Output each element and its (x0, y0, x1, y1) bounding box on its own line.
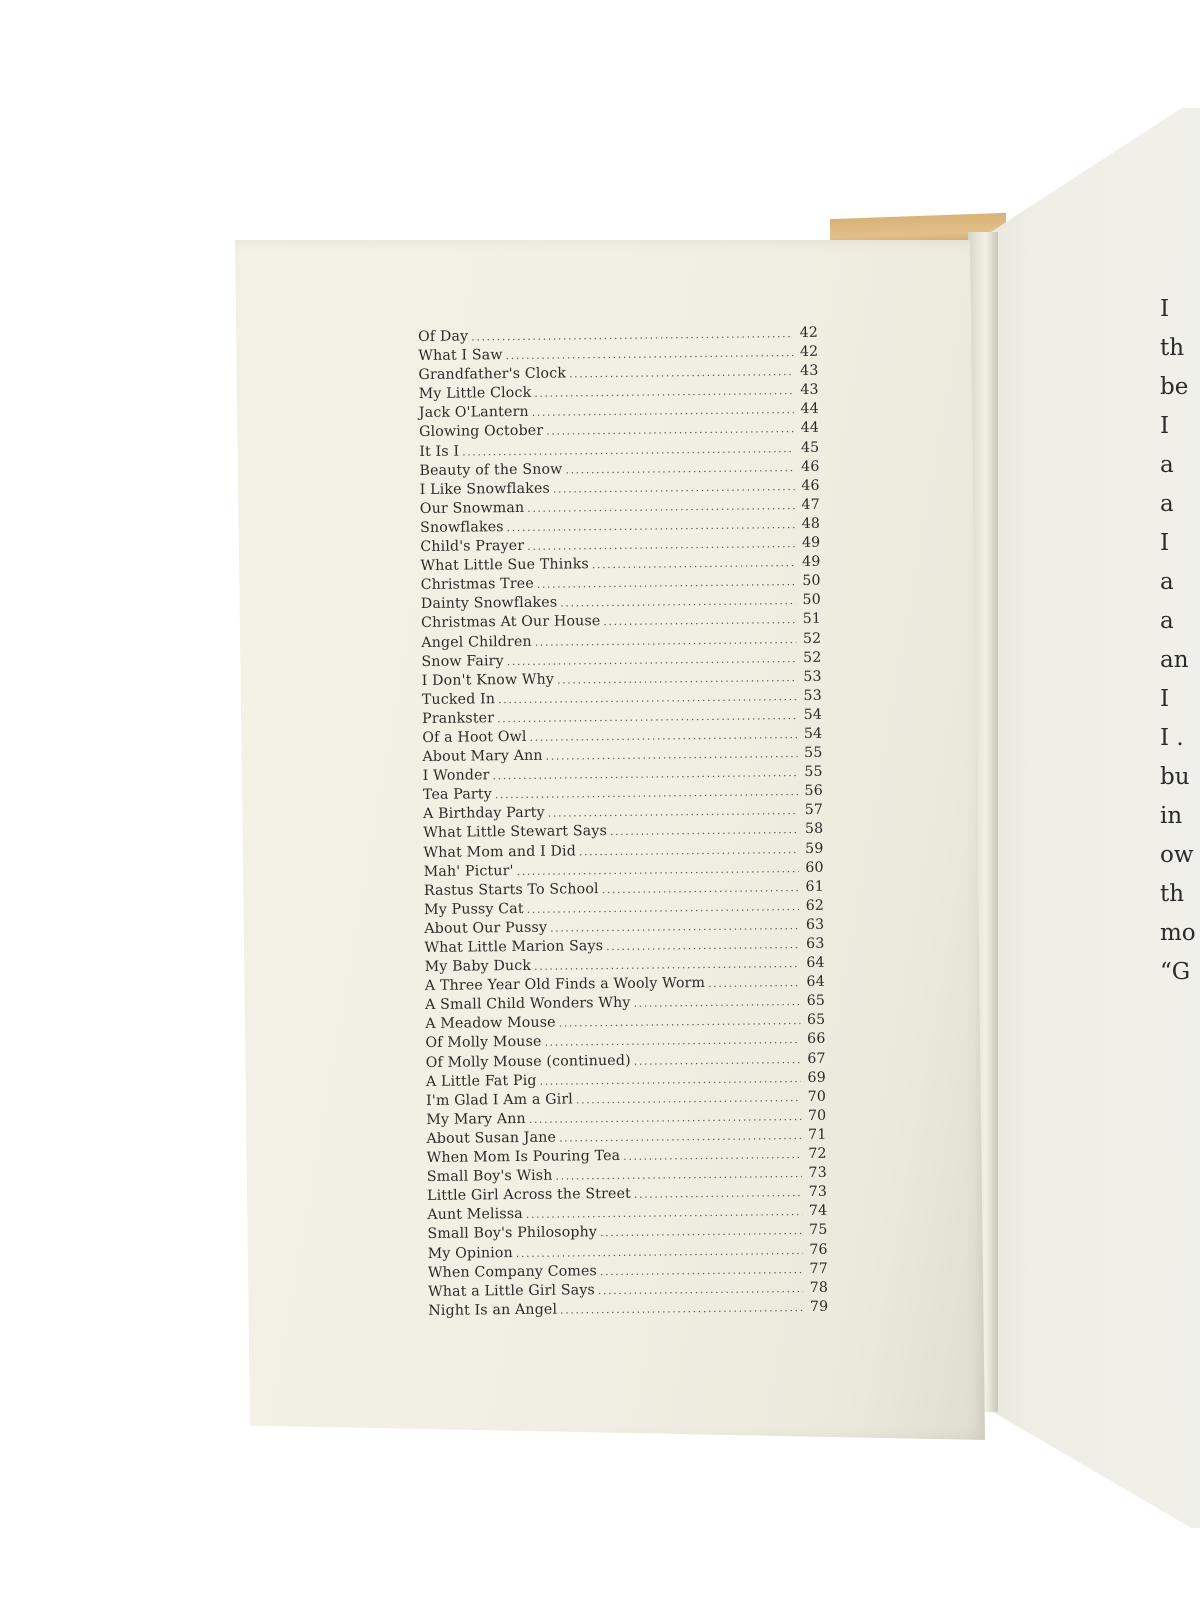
toc-entry-page: 63 (806, 935, 825, 952)
toc-entry-page: 55 (804, 744, 823, 762)
facing-page-line: I . (1160, 725, 1184, 751)
toc-entry-title: Tucked In (421, 690, 496, 708)
toc-entry-page: 44 (800, 420, 820, 437)
toc-entry-page: 53 (803, 668, 822, 685)
toc-entry-page: 69 (807, 1069, 826, 1086)
toc-entry-page: 65 (806, 993, 826, 1010)
toc-leader-dots (600, 1260, 803, 1281)
toc-entry-page: 52 (802, 630, 822, 647)
toc-entry-page: 47 (801, 496, 820, 513)
toc-entry-title: Of Day (418, 328, 469, 345)
toc-entry-page: 67 (807, 1050, 826, 1067)
toc-entry-title: I Don't Know Why (421, 671, 555, 689)
toc-entry-title: I'm Glad I Am a Girl (426, 1091, 574, 1109)
toc-entry-title: Of Molly Mouse (continued) (425, 1052, 631, 1071)
toc-leader-dots (560, 1298, 803, 1320)
toc-leader-dots (565, 458, 794, 479)
toc-entry-page: 59 (805, 840, 824, 857)
toc-entry-page: 70 (807, 1107, 827, 1124)
toc-entry-page: 65 (806, 1012, 826, 1029)
toc-leader-dots (598, 1279, 803, 1300)
toc-entry-page: 64 (806, 954, 825, 972)
toc-entry-title: Prankster (422, 710, 495, 727)
facing-page-line: a (1160, 608, 1174, 634)
toc-entry-page: 62 (805, 897, 825, 914)
toc-entry-title: When Company Comes (427, 1262, 598, 1281)
toc-entry-page: 49 (801, 534, 821, 552)
facing-page-line: a (1160, 569, 1174, 595)
toc-entry-title: About Susan Jane (426, 1129, 557, 1147)
table-of-contents (418, 324, 828, 1321)
toc-entry-page: 71 (808, 1126, 827, 1143)
toc-leader-dots (546, 744, 798, 766)
toc-entry-page: 42 (799, 343, 819, 361)
toc-leader-dots (550, 916, 799, 938)
toc-entry-title: A Little Fat Pig (425, 1072, 537, 1090)
facing-page-line: I (1160, 296, 1170, 322)
toc-entry-title: Beauty of the Snow (419, 461, 563, 479)
toc-entry-page: 53 (803, 687, 822, 704)
toc-entry-title: Christmas At Our House (421, 613, 601, 632)
toc-entry-title: Small Boy's Philosophy (427, 1224, 598, 1243)
toc-entry-title: About Mary Ann (422, 747, 543, 766)
toc-entry-title: A Small Child Wonders Why (425, 995, 631, 1014)
toc-entry-page: 45 (800, 439, 820, 456)
toc-entry-page: 43 (800, 362, 819, 380)
facing-page-line: I (1160, 686, 1170, 712)
toc-leader-dots (606, 935, 800, 956)
toc-entry-title: My Opinion (427, 1244, 513, 1262)
toc-entry-title: Mah' Pictur' (423, 862, 514, 880)
toc-entry-title: What Little Sue Thinks (420, 556, 589, 575)
facing-page-line: th (1160, 881, 1185, 907)
toc-entry-title: My Pussy Cat (424, 900, 524, 918)
toc-entry-page: 64 (806, 973, 825, 991)
toc-entry-title: I Like Snowflakes (419, 480, 550, 498)
toc-entry-title: Dainty Snowflakes (420, 594, 558, 613)
toc-leader-dots (634, 1183, 802, 1204)
toc-entry-title: Little Girl Across the Street (427, 1186, 632, 1205)
toc-entry-page: 44 (800, 401, 819, 418)
toc-entry-page: 50 (802, 573, 821, 590)
facing-page-line: I (1160, 530, 1170, 556)
toc-entry-title: A Meadow Mouse (425, 1014, 556, 1033)
toc-entry-page: 52 (803, 649, 822, 666)
toc-entry-title: Night Is an Angel (428, 1301, 558, 1319)
facing-page-line: in (1160, 803, 1183, 829)
toc-entry-page: 46 (801, 458, 820, 475)
facing-page-line: mo (1160, 920, 1196, 946)
toc-leader-dots (634, 1050, 801, 1071)
toc-entry-title: Glowing October (419, 423, 544, 441)
toc-entry-page: 61 (805, 878, 824, 895)
toc-entry-title: When Mom Is Pouring Tea (426, 1147, 621, 1166)
toc-entry-title: I Wonder (422, 767, 490, 785)
toc-leader-dots (602, 878, 799, 899)
toc-entry-title: Child's Prayer (420, 537, 525, 556)
toc-leader-dots (579, 840, 799, 861)
toc-entry-page: 57 (804, 802, 824, 819)
toc-entry-title: What Mom and I Did (423, 842, 576, 861)
facing-page-line: th (1160, 335, 1185, 361)
toc-entry-title: Rastus Starts To School (423, 880, 599, 899)
toc-entry-page: 77 (809, 1260, 828, 1277)
toc-entry-title: Aunt Melissa (427, 1206, 523, 1224)
toc-entry-page: 78 (809, 1279, 829, 1296)
toc-leader-dots (633, 992, 800, 1013)
toc-entry-title: Snow Fairy (421, 652, 504, 670)
toc-leader-dots (557, 668, 797, 690)
facing-page-text (1160, 290, 1196, 992)
toc-entry-title: What a Little Girl Says (428, 1281, 595, 1300)
toc-entry-title: Our Snowman (419, 499, 525, 517)
toc-entry-title: My Mary Ann (426, 1110, 526, 1128)
facing-page-line: I (1160, 413, 1170, 439)
toc-entry-title: It Is I (419, 443, 460, 460)
toc-leader-dots (623, 1145, 802, 1166)
toc-leader-dots (600, 1221, 803, 1242)
toc-leader-dots (603, 610, 796, 631)
toc-leader-dots (576, 1088, 801, 1109)
toc-entry-page: 46 (801, 477, 820, 494)
toc-entry-title: Jack O'Lantern (418, 404, 529, 422)
toc-entry-page: 72 (808, 1145, 827, 1162)
toc-entry-page: 74 (808, 1203, 828, 1220)
toc-leader-dots (592, 553, 796, 574)
toc-entry-title: Angel Children (421, 633, 532, 651)
toc-leader-dots (555, 1164, 802, 1186)
toc-entry-title: Snowflakes (420, 519, 504, 536)
facing-page-line: a (1160, 452, 1174, 478)
toc-entry-page: 73 (808, 1183, 828, 1201)
toc-leader-dots (546, 420, 794, 442)
toc-entry-title: What I Saw (418, 347, 503, 365)
toc-entry-page: 54 (803, 725, 823, 742)
toc-entry-page: 76 (809, 1241, 828, 1258)
toc-entry-title: Of Molly Mouse (425, 1034, 542, 1052)
toc-entry-page: 50 (802, 592, 821, 609)
toc-leader-dots (708, 973, 800, 993)
toc-leader-dots (559, 1126, 802, 1148)
toc-entry-page: 58 (804, 821, 824, 838)
toc-entry-title: Small Boy's Wish (426, 1167, 553, 1186)
toc-entry-title: What Little Marion Says (424, 938, 604, 956)
toc-entry-title: A Birthday Party (423, 805, 545, 823)
toc-entry-page: 51 (802, 611, 822, 628)
toc-entry-page: 42 (799, 324, 819, 342)
toc-entry-page: 55 (804, 763, 823, 781)
toc-entry-page: 70 (807, 1088, 827, 1105)
toc-entry-title: Grandfather's Clock (418, 365, 567, 384)
facing-page-line: “G (1160, 959, 1191, 985)
facing-page-line: be (1160, 374, 1189, 400)
facing-page-line: an (1160, 647, 1189, 673)
toc-entry-page: 60 (805, 859, 824, 876)
facing-page-line: ow (1160, 842, 1194, 868)
toc-entry-page: 79 (809, 1298, 829, 1315)
toc-leader-dots (610, 820, 799, 841)
toc-entry-title: Christmas Tree (420, 576, 534, 594)
toc-entry-page: 43 (800, 382, 819, 399)
toc-entry-page: 49 (802, 553, 821, 571)
toc-leader-dots (560, 591, 796, 613)
toc-entry-page: 63 (805, 916, 825, 933)
toc-entry-title: A Three Year Old Finds a Wooly Worm (424, 975, 706, 995)
toc-entry-page: 75 (809, 1222, 828, 1239)
toc-entry-page: 66 (807, 1031, 826, 1048)
toc-leader-dots (548, 801, 799, 823)
toc-leader-dots (569, 362, 794, 383)
toc-entry-title: Tea Party (422, 786, 492, 804)
toc-entry-page: 73 (808, 1164, 827, 1182)
facing-page-line: bu (1160, 764, 1190, 790)
toc-entry-page: 56 (804, 783, 823, 800)
toc-leader-dots (553, 477, 795, 499)
toc-entry-title: About Our Pussy (424, 919, 548, 937)
toc-entry-title: My Little Clock (418, 385, 532, 403)
toc-entry-title: What Little Stewart Says (423, 823, 608, 842)
toc-entry-page: 54 (803, 706, 823, 723)
toc-entry-title: My Baby Duck (424, 957, 532, 976)
toc-entry-page: 48 (801, 515, 821, 532)
toc-leader-dots (559, 1011, 801, 1033)
toc-entry-title: Of a Hoot Owl (422, 728, 527, 746)
facing-page-line: a (1160, 491, 1174, 517)
